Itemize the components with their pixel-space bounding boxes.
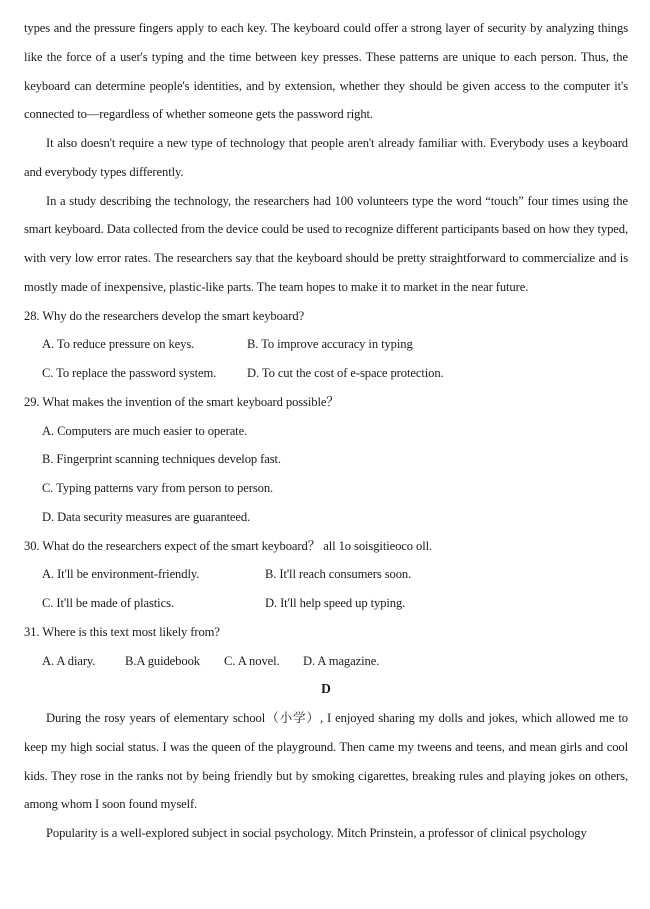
passage-c-paragraph-3: In a study describing the technology, the researchers had 100 volunteers type the word “touch” four times using the smart keyboard. Data collected from the device could be used to recognize different participants based on how they typed, with very low error rates. The researchers say that the keyboard should be pretty straightforward to commercialize and is mostly made of inexpensive, plastic-like parts. The team hopes to make it to market in the near future. [24, 193, 628, 294]
section-d-paragraph-1: During the rosy years of elementary school（小学）, I enjoyed sharing my dolls and jokes, which allowed me to keep my high social status. I was the queen of the playground. Then came my tweens and teens, and mean girls and cool kids. They rose in the ranks not by being friendly but by smoking cigarettes, breaking rules and playing jokes on others, among whom I soon found myself. [24, 711, 628, 812]
question-28 [24, 302, 628, 388]
question-30-options-row-2 [24, 589, 628, 618]
question-29-option-b: B. Fingerprint scanning techniques develop fast. [42, 452, 281, 467]
question-30-option-c: C. It'll be made of plastics. [42, 596, 174, 610]
question-29-text: 29. What makes the invention of the smart keyboard possible？ [24, 394, 339, 409]
passage-c-paragraph-2: It also doesn't require a new type of technology that people aren't already familiar with. Everybody uses a keyboard and everybody types differently. [24, 136, 628, 179]
question-28-option-a: A. To reduce pressure on keys. [42, 337, 195, 352]
question-31-option-d: D. A magazine. [303, 653, 380, 668]
question-30-option-d: D. It'll help speed up typing. [265, 596, 406, 610]
question-28-options-row-2 [24, 359, 628, 388]
question-30-option-b: B. It'll reach consumers soon. [265, 567, 412, 582]
passage-c-paragraph-1: types and the pressure fingers apply to each key. The keyboard could offer a strong layer of security by analyzing things like the force of a user's typing and the time between key presses. These patterns are unique to each person. Thus, the keyboard can determine people's identities, and by extension, whether they should be given access to the computer it's connected to—regardless of whether someone gets the password right. [24, 21, 628, 122]
question-29 [24, 388, 628, 532]
section-d-paragraph-2: Popularity is a well-explored subject in social psychology. Mitch Prinstein, a professor of clinical psychology [46, 826, 587, 840]
question-30-options-row-1 [24, 560, 628, 589]
question-28-option-d: D. To cut the cost of e-space protection. [247, 366, 444, 380]
question-29-option-d: D. Data security measures are guaranteed. [42, 509, 251, 524]
question-31-option-a: A. A diary. [42, 653, 96, 668]
question-28-text: 28. Why do the researchers develop the smart keyboard? [24, 308, 305, 323]
question-31-option-b: B.A guidebook [125, 653, 200, 668]
question-28-options-row-1 [24, 330, 628, 359]
question-30 [24, 532, 628, 618]
question-31-text: 31. Where is this text most likely from? [24, 624, 220, 639]
question-29-option-a: A. Computers are much easier to operate. [42, 423, 248, 438]
question-31 [24, 618, 628, 676]
question-29-option-c: C. Typing patterns vary from person to person. [42, 481, 274, 495]
question-30-text: 30. What do the researchers expect of the smart keyboard？ all 1o soisgitieoco oll. [24, 538, 433, 553]
question-28-option-c: C. To replace the password system. [42, 366, 217, 380]
question-31-options-row [24, 647, 628, 676]
question-30-option-a: A. It'll be environment-friendly. [42, 567, 200, 582]
section-d-heading: D [321, 681, 331, 697]
question-31-option-c: C. A novel. [224, 653, 280, 668]
question-28-option-b: B. To improve accuracy in typing [247, 337, 413, 352]
